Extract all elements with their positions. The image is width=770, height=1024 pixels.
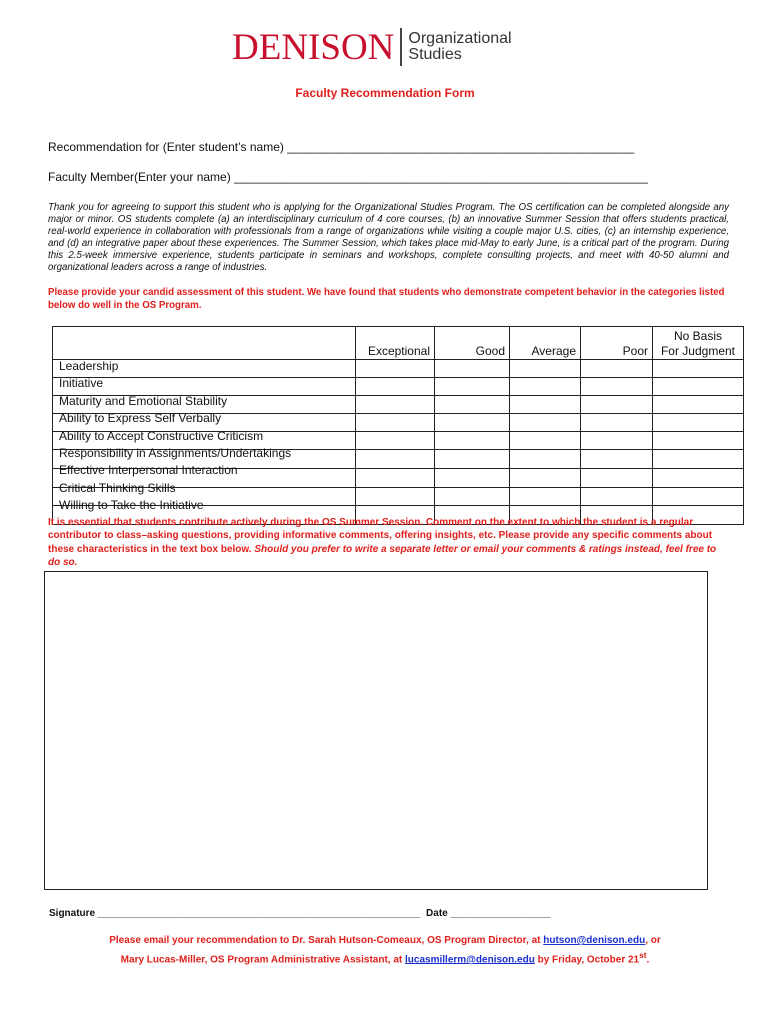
ratings-header-row — [53, 327, 744, 360]
rating-cell[interactable] — [510, 360, 581, 378]
rating-cell[interactable] — [581, 396, 653, 414]
rating-cell[interactable] — [356, 469, 435, 488]
trait-header-cell — [53, 327, 356, 360]
participation-instructions — [48, 516, 729, 569]
footer-text-3: Mary Lucas-Miller, OS Program Administrative Assistant, at — [120, 954, 406, 966]
trait-label: Initiative — [59, 376, 104, 391]
faculty-name-line[interactable]: ______________________________________________________________ — [234, 170, 648, 184]
intro-paragraph: Thank you for agreeing to support this student who is applying for the Organizational Studies Program. The OS certification can be completed alongside any major or minor. OS students complete (a) an interdisciplinary curriculum of 4 core courses, (b) an innovative Summer Session that offers students practical, real-world experience in collaboration with professionals from a range of organizations while visiting a couple major U.S. cities, (c) an internship experience, and (d) an integrative paper about these experiences. The Summer Session, which takes place mid-May to early June, is a critical part of the program. During this 2.5-week immersive experience, students participate in seminars and workshops, complete consulting projects, and meet with 40-50 alumni and organizational leaders across a range of industries. — [48, 202, 729, 273]
participation-text: It is essential that students contribute actively during the OS Summer Session. Comment on the extent to which the student is a regular contributor to class–asking questions, providing informative comments, offering insights, etc. Please provide any specific comments about these characteristics in the text box below. — [48, 517, 713, 555]
rating-cell[interactable] — [653, 450, 744, 469]
col-no-basis-line1: No Basis — [673, 329, 723, 343]
trait-label: Ability to Express Self Verbally — [59, 411, 222, 426]
rating-cell[interactable] — [435, 488, 510, 506]
rating-cell[interactable] — [356, 396, 435, 414]
trait-label: Maturity and Emotional Stability — [59, 393, 228, 408]
col-no-basis — [653, 327, 744, 360]
assistant-email-link[interactable]: lucasmillerm@denison.edu — [405, 954, 535, 966]
student-name-line[interactable]: ____________________________________________________ — [287, 140, 635, 154]
form-title: Faculty Recommendation Form — [295, 86, 475, 100]
rating-cell[interactable] — [435, 396, 510, 414]
signature-label: Signature — [49, 908, 96, 919]
trait-label: Responsibility in Assignments/Undertakings — [59, 445, 292, 460]
rating-cell[interactable] — [653, 488, 744, 506]
rating-cell[interactable] — [435, 378, 510, 396]
logo-subtitle — [408, 31, 511, 63]
logo-subtitle-line1: Organizational — [408, 30, 512, 47]
trait-label: Effective Interpersonal Interaction — [59, 463, 238, 478]
rating-cell[interactable] — [653, 378, 744, 396]
logo-divider — [400, 28, 402, 66]
rating-cell[interactable] — [510, 488, 581, 506]
footer-text-4: by Friday, October 21 — [534, 954, 640, 966]
rating-cell[interactable] — [510, 378, 581, 396]
trait-label: Critical Thinking Skills — [59, 480, 176, 495]
comments-textbox[interactable] — [44, 571, 708, 890]
col-exceptional: Exceptional — [356, 327, 435, 360]
col-poor: Poor — [581, 327, 653, 360]
rating-cell[interactable] — [581, 488, 653, 506]
rating-cell[interactable] — [435, 414, 510, 432]
rating-cell[interactable] — [653, 360, 744, 378]
footer-text-5: . — [646, 954, 650, 966]
footer-text-1: Please email your recommendation to Dr. Sarah Hutson-Comeaux, OS Program Director, at — [109, 935, 544, 946]
signature-line — [49, 908, 551, 919]
rating-cell[interactable] — [510, 414, 581, 432]
rating-cell[interactable] — [581, 360, 653, 378]
col-no-basis-line2: For Judgment — [660, 344, 736, 358]
col-average: Average — [510, 327, 581, 360]
rating-cell[interactable] — [581, 469, 653, 488]
rating-cell[interactable] — [653, 414, 744, 432]
trait-label: Willing to Take the Initiative — [59, 498, 204, 513]
trait-list — [59, 358, 291, 515]
trait-label: Leadership — [59, 359, 119, 373]
rating-cell[interactable] — [581, 450, 653, 469]
participation-italic-note: Should you prefer to write a separate letter or email your comments & ratings instead, feel free to do so. — [48, 543, 717, 568]
trait-label: Ability to Accept Constructive Criticism — [59, 428, 264, 443]
logo-subtitle-line2: Studies — [408, 46, 462, 63]
date-field[interactable]: __________________ — [450, 908, 551, 919]
rating-cell[interactable] — [356, 450, 435, 469]
footer-instructions — [0, 934, 770, 967]
student-name-label: Recommendation for (Enter student’s name) — [48, 140, 284, 154]
rating-cell[interactable] — [435, 432, 510, 450]
signature-field[interactable]: __________________________________________________________ — [97, 908, 421, 919]
rating-cell[interactable] — [510, 450, 581, 469]
rating-cell[interactable] — [653, 469, 744, 488]
rating-cell[interactable] — [653, 396, 744, 414]
footer-date-suffix: st — [639, 950, 647, 960]
rating-cell[interactable] — [435, 450, 510, 469]
rating-cell[interactable] — [510, 469, 581, 488]
rating-cell[interactable] — [356, 414, 435, 432]
faculty-name-field[interactable] — [48, 170, 648, 184]
date-label: Date — [426, 908, 448, 919]
rating-cell[interactable] — [356, 378, 435, 396]
rating-cell[interactable] — [510, 396, 581, 414]
assessment-request: Please provide your candid assessment of this student. We have found that students who demonstrate competent behavior in the categories listed below do well in the OS Program. — [48, 287, 725, 311]
director-email-link[interactable]: hutson@denison.edu — [543, 935, 646, 946]
rating-cell[interactable] — [356, 432, 435, 450]
rating-cell[interactable] — [581, 378, 653, 396]
rating-cell[interactable] — [581, 414, 653, 432]
rating-cell[interactable] — [435, 360, 510, 378]
logo-wordmark: DENISON — [232, 26, 395, 68]
faculty-name-label: Faculty Member(Enter your name) — [48, 170, 231, 184]
rating-cell[interactable] — [356, 360, 435, 378]
rating-cell[interactable] — [510, 432, 581, 450]
col-good: Good — [435, 327, 510, 360]
rating-cell[interactable] — [356, 488, 435, 506]
footer-text-2: , or — [645, 935, 661, 946]
rating-cell[interactable] — [581, 432, 653, 450]
rating-cell[interactable] — [435, 469, 510, 488]
rating-cell[interactable] — [653, 432, 744, 450]
student-name-field[interactable] — [48, 140, 634, 154]
denison-logo — [232, 28, 512, 66]
